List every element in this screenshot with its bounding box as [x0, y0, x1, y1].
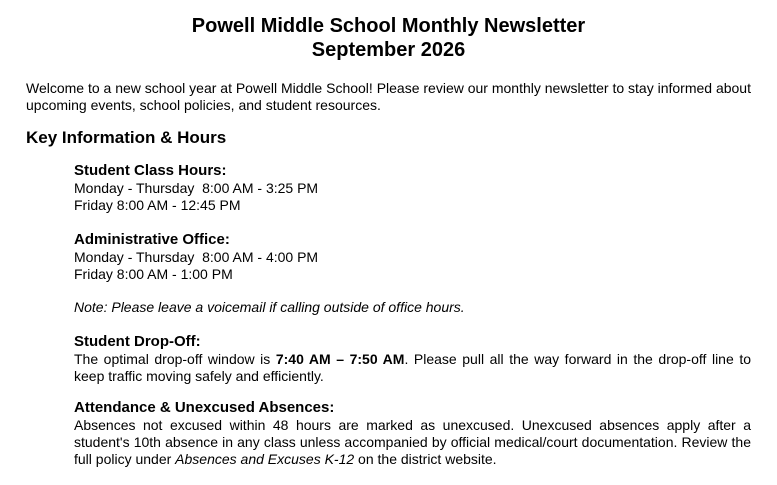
key-info-section: [74, 162, 751, 468]
intro-paragraph: Welcome to a new school year at Powell Middle School! Please review our monthly newsletter to stay informed about upcoming events, school policies, and student resources.: [26, 80, 751, 113]
voicemail-note: Note: Please leave a voicemail if calling outside of office hours.: [74, 299, 465, 315]
title-line-1: Powell Middle School Monthly Newsletter: [191, 15, 586, 37]
student-hours-line-1: Monday - Thursday 8:00 AM - 3:25 PM: [74, 180, 319, 196]
attendance-text: [74, 417, 751, 468]
admin-office-line-1: Monday - Thursday 8:00 AM - 4:00 PM: [74, 249, 319, 265]
key-info-heading: Key Information & Hours: [26, 128, 227, 147]
student-hours-heading: Student Class Hours:: [74, 162, 227, 179]
admin-office-block: [74, 231, 751, 283]
student-hours-line-2: Friday 8:00 AM - 12:45 PM: [74, 197, 241, 213]
drop-off-heading: Student Drop-Off:: [74, 333, 201, 350]
admin-office-line-2: Friday 8:00 AM - 1:00 PM: [74, 266, 233, 282]
attendance-text-after: on the district website.: [354, 451, 497, 467]
drop-off-text: [74, 351, 751, 385]
attendance-heading: Attendance & Unexcused Absences:: [74, 399, 335, 416]
drop-off-text-after: . Please pull all the way forward in the drop-off line to keep traffic moving safely and efficiently.: [74, 351, 751, 384]
newsletter-title: [26, 14, 751, 62]
title-line-2: September 2026: [311, 39, 466, 61]
drop-off-block: [74, 333, 751, 385]
admin-office-heading: Administrative Office:: [74, 231, 230, 248]
attendance-block: [74, 399, 751, 468]
attendance-text-before: Absences not excused within 48 hours are marked as unexcused. Unexcused absences apply after a student's 10th absence in any class unless accompanied by official medical/court documentation. Review the full policy under: [74, 417, 751, 467]
attendance-policy-name: Absences and Excuses K-12: [175, 451, 355, 467]
student-hours-block: [74, 162, 751, 214]
drop-off-window: 7:40 AM – 7:50 AM: [275, 351, 405, 367]
drop-off-text-before: The optimal drop-off window is: [74, 351, 276, 367]
